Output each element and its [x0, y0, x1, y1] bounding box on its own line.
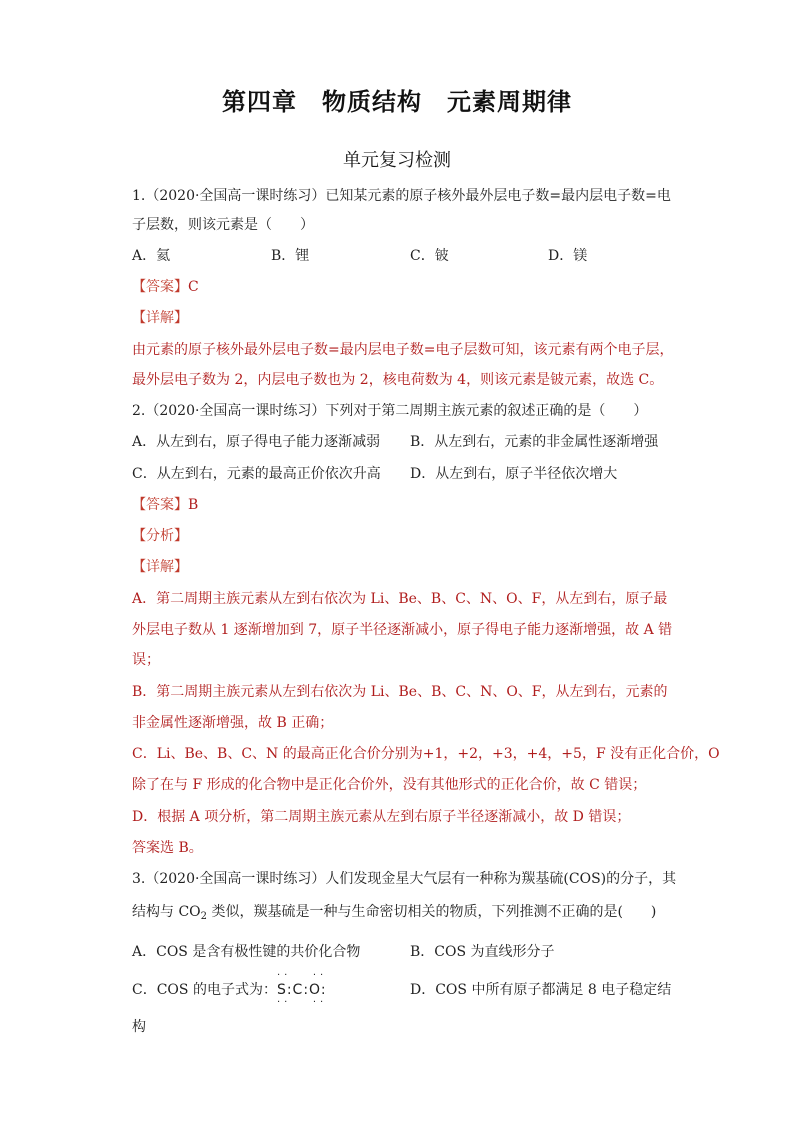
- q2-explain-line: B．第二周期主族元素从左到右依次为 Li、Be、B、C、N、O、F，从左到右，元素的: [132, 684, 668, 700]
- q3-option-c-text: C．COS 的电子式为：: [132, 982, 277, 998]
- q3-option-a: A．COS 是含有极性键的共价化合物: [132, 944, 361, 960]
- q1-stem-line2: 子层数，则该元素是（ ）: [132, 217, 314, 233]
- q2-option-c: C．从左到右，元素的最高正价依次升高: [132, 466, 381, 482]
- q2-option-d: D．从左到右，原子半径依次增大: [410, 466, 618, 482]
- q3-stem-text: 结构与 CO: [132, 904, 201, 920]
- q1-option-c: C．铍: [410, 248, 449, 264]
- q3-option-d: D．COS 中所有原子都满足 8 电子稳定结: [410, 982, 672, 998]
- q2-option-b: B．从左到右，元素的非金属性逐渐增强: [410, 434, 659, 450]
- q2-stem: 2.（2020·全国高一课时练习）下列对于第二周期主族元素的叙述正确的是（ ）: [132, 403, 648, 419]
- q2-explain-line: 非金属性逐渐增强，故 B 正确；: [132, 715, 334, 731]
- q2-explain-line: 外层电子数从 1 逐渐增加到 7，原子半径逐渐减小，原子得电子能力逐渐增强，故 A 错: [132, 622, 673, 638]
- answer-value: C: [188, 279, 199, 295]
- q2-explain-line: A．第二周期主族元素从左到右依次为 Li、Be、B、C、N、O、F，从左到右，原子最: [132, 591, 668, 607]
- q2-analysis-label: 【分析】: [132, 528, 188, 544]
- q1-explain-line2: 最外层电子数为 2，内层电子数也为 2，核电荷数为 4，则该元素是铍元素，故选 C。: [132, 372, 664, 388]
- subscript: 2: [200, 911, 208, 922]
- q3-option-c: [132, 970, 328, 1008]
- answer-label: 【答案】: [132, 279, 188, 295]
- q2-explain-line: 除了在与 F 形成的化合物中是正化合价外，没有其他形式的正化合价，故 C 错误；: [132, 777, 647, 793]
- q1-option-d: D．镁: [548, 248, 588, 264]
- q3-option-b: B．COS 为直线形分子: [410, 944, 555, 960]
- chapter-title: 第四章 物质结构 元素周期律: [222, 88, 572, 116]
- lone-pair-dots-top: ·· ··: [276, 970, 328, 981]
- q2-explain-line: 答案选 B。: [132, 840, 203, 856]
- q3-stem-line1: 3.（2020·全国高一课时练习）人们发现金星大气层有一种称为羰基硫(COS)的分子，其: [132, 871, 677, 887]
- q3-stem-line2: [132, 902, 656, 927]
- q3-option-d-continued: 构: [132, 1019, 146, 1035]
- q2-answer: [132, 495, 198, 515]
- lewis-structure: [276, 970, 328, 1008]
- lewis-formula: S:C:O:: [276, 982, 327, 998]
- q1-detail-label: 【详解】: [132, 310, 188, 326]
- q2-detail-label: 【详解】: [132, 559, 188, 575]
- lone-pair-dots-bottom: ·· ··: [276, 997, 328, 1008]
- q2-option-a: A．从左到右，原子得电子能力逐渐减弱: [132, 434, 381, 450]
- answer-label: 【答案】: [132, 497, 188, 513]
- q1-option-a: A．氦: [132, 248, 171, 264]
- q1-stem-line1: 1.（2020·全国高一课时练习）已知某元素的原子核外最外层电子数=最内层电子数=电: [132, 188, 671, 204]
- q1-answer: [132, 277, 199, 297]
- q1-explain-line1: 由元素的原子核外最外层电子数=最内层电子数=电子层数可知，该元素有两个电子层，: [132, 342, 674, 358]
- answer-value: B: [188, 497, 199, 513]
- q1-option-b: B．锂: [271, 248, 310, 264]
- q2-explain-line: C．Li、Be、B、C、N 的最高正化合价分别为+1，+2，+3，+4，+5，F 没有正化合价，O: [132, 746, 720, 762]
- q2-explain-line: D．根据 A 项分析，第二周期主族元素从左到右原子半径逐渐减小，故 D 错误；: [132, 809, 631, 825]
- q3-stem-text: 类似，羰基硫是一种与生命密切相关的物质，下列推测不正确的是( ): [207, 904, 657, 920]
- q2-explain-line: 误；: [132, 652, 160, 668]
- section-subtitle: 单元复习检测: [343, 150, 451, 171]
